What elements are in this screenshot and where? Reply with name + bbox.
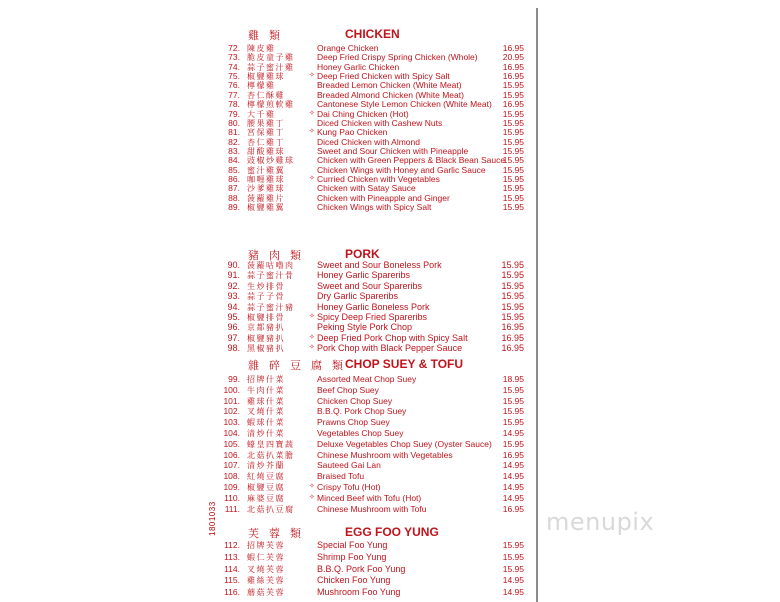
item-number: 107. [223,460,240,471]
item-number: 108. [223,471,240,482]
item-price: 15.95 [502,80,524,91]
item-price: 15.95 [501,301,524,312]
item-name-chinese: 菠蘿咕嚕肉 [247,261,295,270]
item-name: Sweet and Sour Spareribs [317,280,423,291]
item-number: 94. [227,301,240,312]
item-name: Sweet and Sour Chicken with Pineapple [317,145,469,156]
item-name-chinese: 清炒什菜 [247,429,285,438]
item-price: 15.95 [502,406,524,417]
item-number: 110. [224,492,240,503]
item-price: 15.95 [502,127,524,138]
item-name-chinese: 叉燒芙蓉 [247,564,285,574]
item-name: Minced Beef with Tofu (Hot) [317,492,422,503]
item-price: 14.95 [502,471,524,482]
item-name: Chicken with Pineapple and Ginger [317,192,450,203]
item-name: Assorted Meat Chop Suey [317,374,417,384]
item-name-chinese: 蒜子蜜汁雞 [247,62,295,72]
item-number: 74. [228,61,240,72]
menu-item-row [213,540,535,550]
item-name-chinese: 大千雞 [247,109,276,119]
item-number: 93. [227,291,240,302]
item-name-chinese: 蝦球什菜 [247,418,285,428]
item-price: 15.95 [501,260,524,270]
item-name: Dai Ching Chicken (Hot) [317,108,409,119]
item-number: 84. [228,155,240,166]
item-name-chinese: 椒鹽雞球 [247,72,285,81]
item-price: 15.95 [502,551,524,562]
item-name-chinese: 陳皮雞 [247,44,276,53]
item-name-chinese: 叉燒什菜 [247,407,285,417]
item-number: 80. [228,117,240,128]
item-name: Honey Garlic Chicken [317,61,400,72]
menu-item-row [213,270,535,280]
item-name: Special Foo Yung [317,540,388,550]
item-name-chinese: 北菇扒豆腐 [247,504,295,514]
hot-pepper-icon: ✧ [309,493,315,501]
item-name-chinese: 椒鹽豆腐 [247,483,285,492]
item-price: 14.95 [502,460,524,471]
item-price: 16.95 [502,61,524,72]
item-price: 15.95 [501,291,524,302]
item-number: 91. [227,270,240,281]
item-name-chinese: 京都豬扒 [247,323,285,333]
item-name-chinese: 蒜子蜜汁豬 [247,302,295,312]
menu-item-row [213,587,535,597]
item-price: 15.95 [502,183,524,194]
item-number: 99. [228,374,240,384]
item-name: Prawns Chop Suey [317,417,390,428]
section-title: CHOP SUEY & TOFU [345,357,464,371]
item-name-chinese: 杏仁雞丁 [247,137,285,147]
item-price: 15.95 [502,438,524,449]
item-name-chinese: 雞絲芙蓉 [247,576,285,586]
menu-item-row [213,428,535,438]
item-price: 15.95 [502,395,524,406]
item-name: Deep Fried Crispy Spring Chicken (Whole) [317,52,478,63]
menu-item-row [213,564,535,574]
item-number: 112. [224,540,240,550]
item-name: Chicken Wings with Spicy Salt [317,201,432,212]
menu-item-row [213,575,535,585]
item-number: 88. [228,192,240,203]
item-number: 116. [224,587,240,598]
item-number: 106. [223,449,240,460]
menu-item-row [213,385,535,395]
item-name-chinese: 菠蘿雞片 [247,193,285,203]
item-price: 16.95 [501,332,524,343]
item-number: 78. [228,99,240,110]
menu-item-row [213,333,535,343]
item-name-chinese: 紅燒豆腐 [247,472,285,482]
item-name: Chinese Mushroom with Vegetables [317,449,453,460]
item-number: 102. [223,406,240,417]
item-price: 16.95 [501,322,524,333]
item-price: 15.95 [502,117,524,128]
item-name-chinese: 檸檬煎軟雞 [247,100,295,110]
menu-item-row [213,343,535,353]
item-price: 14.95 [502,575,524,586]
item-name: Deep Fried Pork Chop with Spicy Salt [317,332,468,343]
item-name: Chicken Chop Suey [317,395,393,406]
item-price: 15.95 [502,155,524,166]
hot-pepper-icon: ✧ [309,174,315,182]
item-price: 15.95 [502,108,524,119]
item-number: 76. [228,80,240,91]
item-name-chinese: 杏仁酥雞 [247,90,285,100]
item-price: 15.95 [502,164,524,175]
item-name: Chicken with Satay Sauce [317,183,416,194]
menu-item-row [213,552,535,562]
item-number: 73. [228,52,240,63]
menu-item-row [213,460,535,470]
item-number: 77. [228,89,240,100]
item-price: 16.95 [502,99,524,110]
menu-item-row [213,504,535,514]
item-price: 15.95 [501,280,524,291]
section-title: CHICKEN [345,27,400,41]
section-header-pork [213,247,535,261]
item-name: B.B.Q. Pork Foo Yung [317,563,406,574]
section-title-chinese: 雜碎豆腐類 [248,359,353,372]
item-number: 83. [228,145,240,156]
item-number: 111. [224,503,240,514]
item-name-chinese: 蒜子蜜汁骨 [247,271,295,281]
item-name: Diced Chicken with Cashew Nuts [317,117,443,128]
section-title-chinese: 芙蓉類 [248,527,311,540]
item-price: 14.95 [502,587,524,598]
hot-pepper-icon: ✧ [309,72,315,79]
item-name: Crispy Tofu (Hot) [317,482,381,492]
page-divider-line [536,8,538,602]
item-name-chinese: 豉椒炒雞球 [247,156,295,166]
item-name: Pork Chop with Black Pepper Sauce [317,343,463,354]
hot-pepper-icon: ✧ [309,313,315,320]
item-number: 82. [228,136,240,147]
item-price: 20.95 [502,52,524,63]
section-title: PORK [345,247,380,261]
item-name-chinese: 椒鹽排骨 [247,313,285,322]
section-header-chopsuey [213,357,535,371]
item-name: Orange Chicken [317,43,379,53]
item-name-chinese: 黑椒豬扒 [247,344,285,354]
item-name-chinese: 脆皮童子雞 [247,53,295,63]
menu-item-row [213,302,535,312]
item-name-chinese: 生炒排骨 [247,281,285,291]
item-price: 15.95 [502,192,524,203]
item-name-chinese: 蠔皇四寶蔬 [247,439,295,449]
item-name-chinese: 北菇扒菜膽 [247,450,295,460]
menu-page [213,0,535,602]
item-number: 100. [223,384,240,395]
item-number: 95. [227,312,240,322]
item-number: 81. [228,127,240,138]
item-name-chinese: 沙爹雞球 [247,184,285,194]
section-header-chicken [213,27,535,41]
item-price: 15.95 [502,89,524,100]
item-number: 115. [224,575,240,586]
item-price: 15.95 [502,145,524,156]
item-price: 16.95 [502,503,524,514]
item-name: Sweet and Sour Boneless Pork [317,260,442,270]
item-number: 90. [227,260,240,270]
item-name: Chicken Wings with Honey and Garlic Sauce [317,164,486,175]
section-title-chinese: 豬肉類 [248,249,311,262]
item-name: Peking Style Pork Chop [317,322,413,333]
item-name-chinese: 腰果雞丁 [247,118,285,128]
item-name-chinese: 蜜汁雞翼 [247,165,285,175]
section-title: EGG FOO YUNG [345,525,439,539]
item-name: Chinese Mushroom with Tofu [317,503,427,514]
menu-item-row [213,406,535,416]
item-name-chinese: 清炒芥蘭 [247,461,285,471]
item-name-chinese: 牛肉什菜 [247,385,285,395]
item-price: 15.95 [501,270,524,281]
item-name: Chicken Foo Yung [317,575,391,586]
item-name: Breaded Almond Chicken (White Meat) [317,89,464,100]
item-price: 15.95 [502,136,524,147]
hot-pepper-icon: ✧ [309,128,315,136]
item-name: Beef Chop Suey [317,384,379,395]
item-name: Spicy Deep Fried Spareribs [317,312,428,322]
item-name: Vegetables Chop Suey [317,428,404,438]
item-name-chinese: 雞球什菜 [247,396,285,406]
item-name: Chicken with Green Peppers & Black Bean Sauce [317,155,506,166]
item-name: Braised Tofu [317,471,365,482]
menu-item-row [213,322,535,332]
item-price: 15.95 [502,540,524,550]
item-name: Diced Chicken with Almond [317,136,420,147]
item-name-chinese: 椒鹽雞翼 [247,202,285,212]
menu-item-row [213,202,535,212]
item-name: Mushroom Foo Yung [317,587,401,598]
item-price: 16.95 [502,71,524,81]
menu-item-row [213,439,535,449]
item-name: Honey Garlic Boneless Pork [317,301,430,312]
item-price: 14.95 [502,482,524,492]
item-name: Dry Garlic Spareribs [317,291,399,302]
menu-item-row [213,493,535,503]
hot-pepper-icon: ✧ [309,109,315,117]
item-price: 15.95 [501,312,524,322]
item-price: 18.95 [502,374,524,384]
hot-pepper-icon: ✧ [309,333,315,341]
item-name-chinese: 椒鹽豬扒 [247,333,285,343]
section-title-chinese: 雞類 [248,29,290,42]
item-number: 113. [224,551,240,562]
item-name: Honey Garlic Spareribs [317,270,411,281]
menu-item-row [213,417,535,427]
hot-pepper-icon: ✧ [309,483,315,490]
item-number: 92. [227,280,240,291]
menu-item-row [213,260,535,270]
item-price: 15.95 [502,384,524,395]
item-name-chinese: 咖喱雞球 [247,174,285,184]
item-number: 103. [223,417,240,428]
item-price: 15.95 [502,201,524,212]
item-name-chinese: 蒜子子骨 [247,292,285,302]
hot-pepper-icon: ✧ [309,344,315,352]
item-name-chinese: 招牌芙蓉 [247,541,285,550]
item-name-chinese: 蘑菇芙蓉 [247,588,285,598]
item-number: 114. [224,563,240,574]
side-code: 1801033 [208,501,217,536]
menu-item-row [213,312,535,322]
item-number: 96. [227,322,240,333]
menu-item-row [213,281,535,291]
item-price: 14.95 [502,428,524,438]
item-name: Deep Fried Chicken with Spicy Salt [317,71,450,81]
item-name-chinese: 宮保雞丁 [247,128,285,138]
item-number: 101. [223,395,240,406]
item-name: Sauteed Gai Lan [317,460,381,471]
item-name-chinese: 招牌什菜 [247,375,285,384]
item-number: 85. [228,164,240,175]
item-number: 87. [228,183,240,194]
item-price: 16.95 [502,43,524,53]
item-number: 89. [228,201,240,212]
item-name: Breaded Lemon Chicken (White Meat) [317,80,462,91]
item-name-chinese: 甜酸雞球 [247,146,285,156]
menu-item-row [213,482,535,492]
item-number: 98. [227,343,240,354]
item-number: 105. [223,438,240,449]
item-number: 97. [227,332,240,343]
item-price: 14.95 [502,492,524,503]
item-name: Cantonese Style Lemon Chicken (White Meat) [317,99,492,110]
menu-item-row [213,471,535,481]
item-name-chinese: 檸檬雞 [247,81,276,91]
item-number: 104. [223,428,240,438]
item-number: 109. [223,482,240,492]
item-name: Shrimp Foo Yung [317,551,387,562]
menupix-watermark: menupix [546,508,655,536]
menu-item-row [213,291,535,301]
item-name: Curried Chicken with Vegetables [317,173,440,184]
menu-item-row [213,374,535,384]
item-number: 72. [228,43,240,53]
menu-item-row [213,396,535,406]
item-name: Kung Pao Chicken [317,127,388,138]
section-header-eggfy [213,525,535,539]
item-number: 79. [228,108,240,119]
item-name-chinese: 麻婆豆腐 [247,493,285,503]
item-name: B.B.Q. Pork Chop Suey [317,406,407,417]
item-number: 75. [228,71,240,81]
item-price: 15.95 [502,417,524,428]
item-price: 15.95 [502,173,524,184]
item-name-chinese: 蝦仁芙蓉 [247,552,285,562]
item-price: 16.95 [501,343,524,354]
item-number: 86. [228,173,240,184]
menu-item-row [213,450,535,460]
item-price: 16.95 [502,449,524,460]
item-price: 15.95 [502,563,524,574]
item-name: Deluxe Vegetables Chop Suey (Oyster Sauce) [317,438,492,449]
